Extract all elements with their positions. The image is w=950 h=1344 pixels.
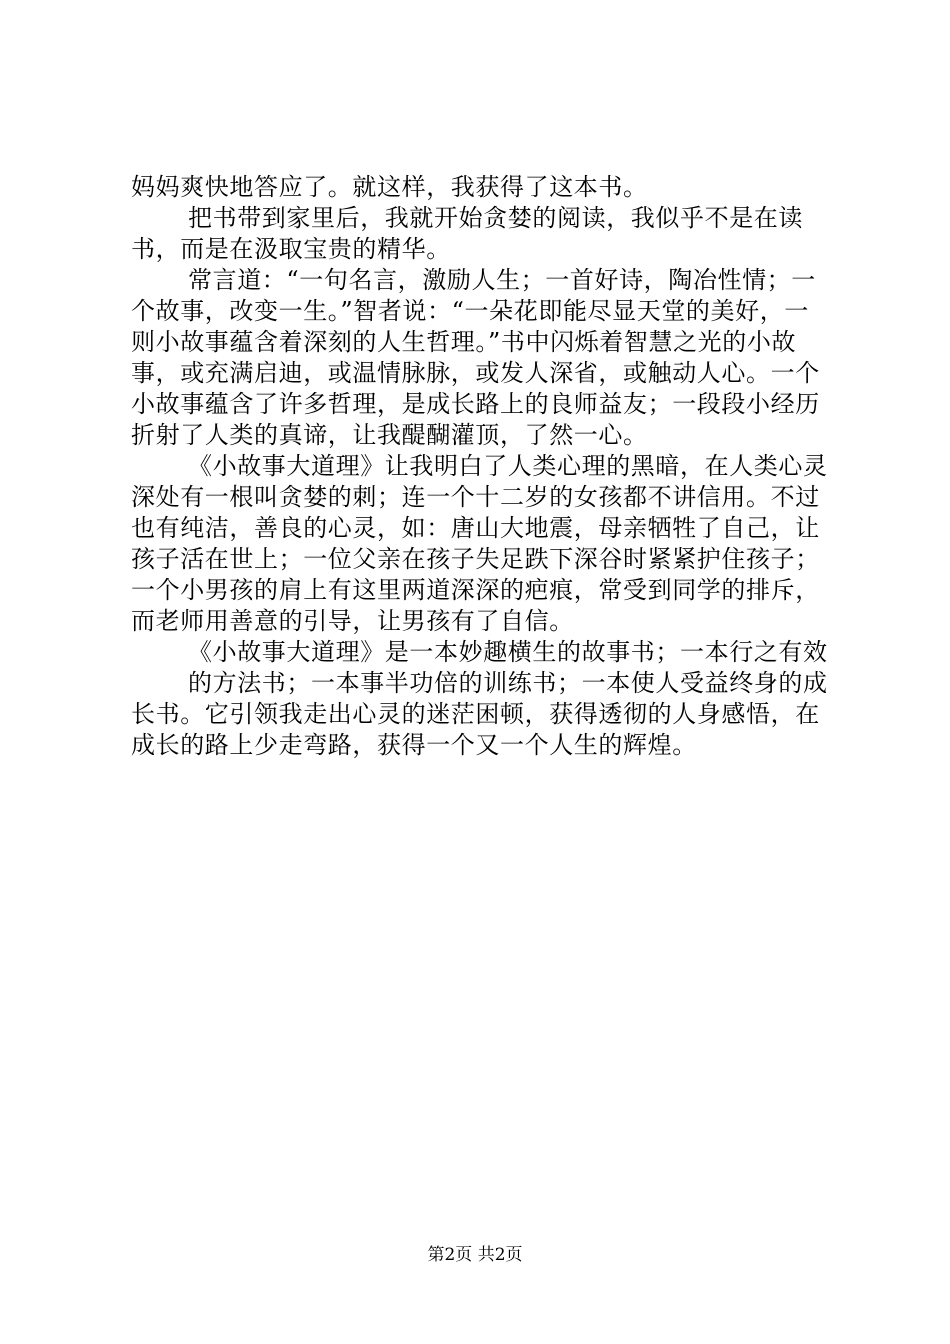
paragraph-4: 《小故事大道理》让我明白了人类心理的黑暗，在人类心灵深处有一根叫贪婪的刺；连一个十二岁的女孩都不讲信用。不过也有纯洁，善良的心灵，如：唐山大地震，母亲牺牲了自己，让孩子活在世上；一位父亲在孩子失足跌下深谷时紧紧护住孩子；一个小男孩的肩上有这里两道深深的疤痕，常受到同学的排斥，而老师用善意的引导，让男孩有了自信。 [131,452,828,635]
paragraph-1: 妈妈爽快地答应了。就这样，我获得了这本书。 [131,173,648,201]
paragraph-2: 把书带到家里后，我就开始贪婪的阅读，我似乎不是在读书，而是在汲取宝贵的精华。 [131,204,803,263]
paragraph-5: 《小故事大道理》是一本妙趣横生的故事书；一本行之有效 [188,638,828,666]
paragraph-3: 常言道：“一句名言，激励人生；一首好诗，陶冶性情；一个故事，改变一生。”智者说：“一朵花即能尽显天堂的美好，一则小故事蕴含着深刻的人生哲理。”书中闪烁着智慧之光的小故事，或充满启迪，或温情脉脉，或发人深省，或触动人心。一个小故事蕴含了许多哲理，是成长路上的良师益友；一段段小经历折射了人类的真谛，让我醍醐灌顶，了然一心。 [131,266,820,449]
page-footer: 第2页 共2页 [427,1245,523,1265]
paragraph-6: 的方法书；一本事半功倍的训练书；一本使人受益终身的成长书。它引领我走出心灵的迷茫困顿，获得透彻的人身感悟，在成长的路上少走弯路，获得一个又一个人生的辉煌。 [131,669,828,759]
document-body [131,172,831,761]
